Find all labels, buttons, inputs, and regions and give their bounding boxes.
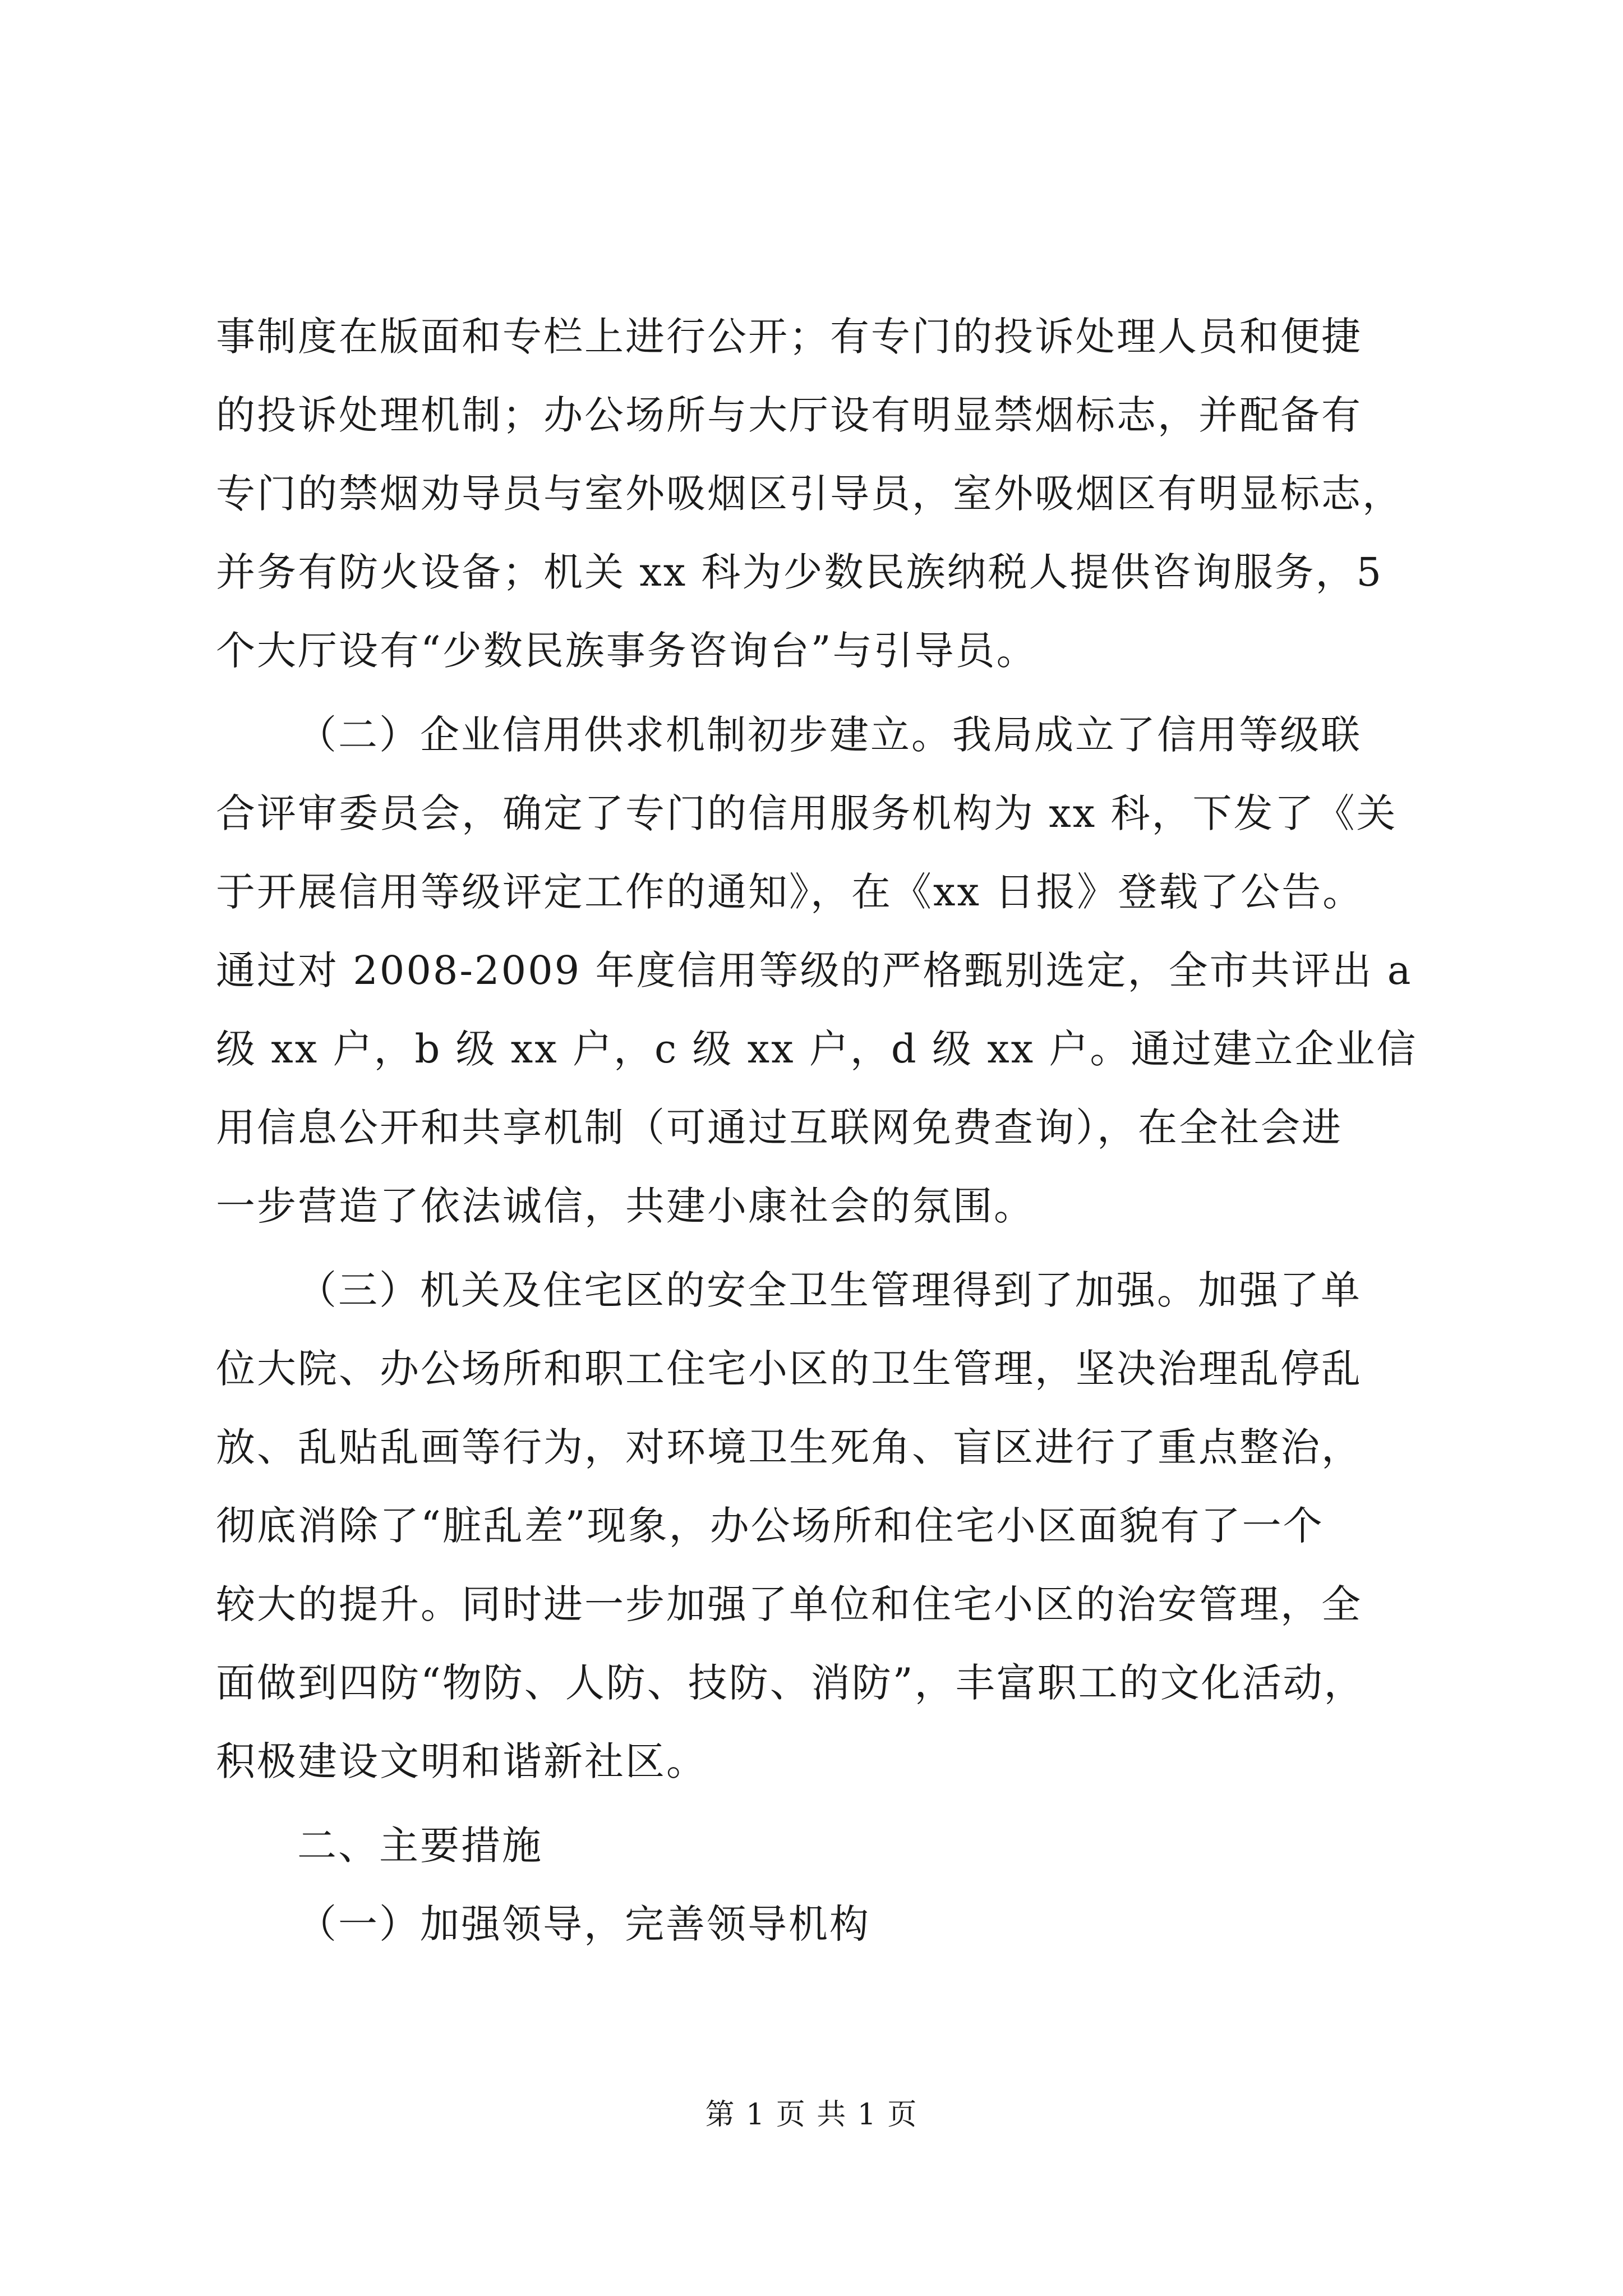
text-line: 合评审委员会，确定了专门的信用服务机构为 xx 科，下发了《关 — [216, 790, 1398, 836]
text-line: 的投诉处理机制；办公场所与大厅设有明显禁烟标志，并配备有 — [216, 392, 1362, 438]
page-number: 第 1 页 共 1 页 — [705, 2098, 918, 2132]
text-line: 一步营造了依法诚信，共建小康社会的氛围。 — [216, 1183, 1035, 1229]
text-line: 面做到四防“物防、人防、技防、消防”，丰富职工的文化活动， — [216, 1660, 1365, 1706]
paragraph-heading: （二）企业信用供求机制初步建立。我局成立了信用等级联 — [297, 712, 1362, 758]
text-line: 放、乱贴乱画等行为，对环境卫生死角、盲区进行了重点整治， — [216, 1424, 1362, 1470]
text-line: 位大院、办公场所和职工住宅小区的卫生管理，坚决治理乱停乱 — [216, 1346, 1362, 1392]
paragraph-heading: （三）机关及住宅区的安全卫生管理得到了加强。加强了单 — [297, 1267, 1362, 1313]
subsection-heading: （一）加强领导，完善领导机构 — [297, 1901, 870, 1947]
text-line: 并务有防火设备；机关 xx 科为少数民族纳税人提供咨询服务，5 — [216, 549, 1383, 595]
text-line: 通过对 2008-2009 年度信用等级的严格甄别选定，全市共评出 a — [216, 947, 1413, 993]
text-line: 专门的禁烟劝导员与室外吸烟区引导员，室外吸烟区有明显标志， — [216, 471, 1403, 517]
text-line: 用信息公开和共享机制（可通过互联网免费查询），在全社会进 — [216, 1105, 1343, 1151]
section-heading: 二、主要措施 — [297, 1823, 543, 1869]
text-line: 个大厅设有“少数民族事务咨询台”与引导员。 — [216, 628, 1038, 674]
text-line: 积极建设文明和谐新社区。 — [216, 1738, 707, 1784]
text-line: 级 xx 户，b 级 xx 户，c 级 xx 户，d 级 xx 户。通过建立企业信 — [216, 1026, 1418, 1072]
text-line: 较大的提升。同时进一步加强了单位和住宅小区的治安管理，全 — [216, 1581, 1362, 1627]
text-line: 彻底消除了“脏乱差”现象，办公场所和住宅小区面貌有了一个 — [216, 1503, 1324, 1549]
text-line: 事制度在版面和专栏上进行公开；有专门的投诉处理人员和便捷 — [216, 314, 1362, 360]
text-line: 于开展信用等级评定工作的通知》，在《xx 日报》登载了公告。 — [216, 869, 1364, 915]
